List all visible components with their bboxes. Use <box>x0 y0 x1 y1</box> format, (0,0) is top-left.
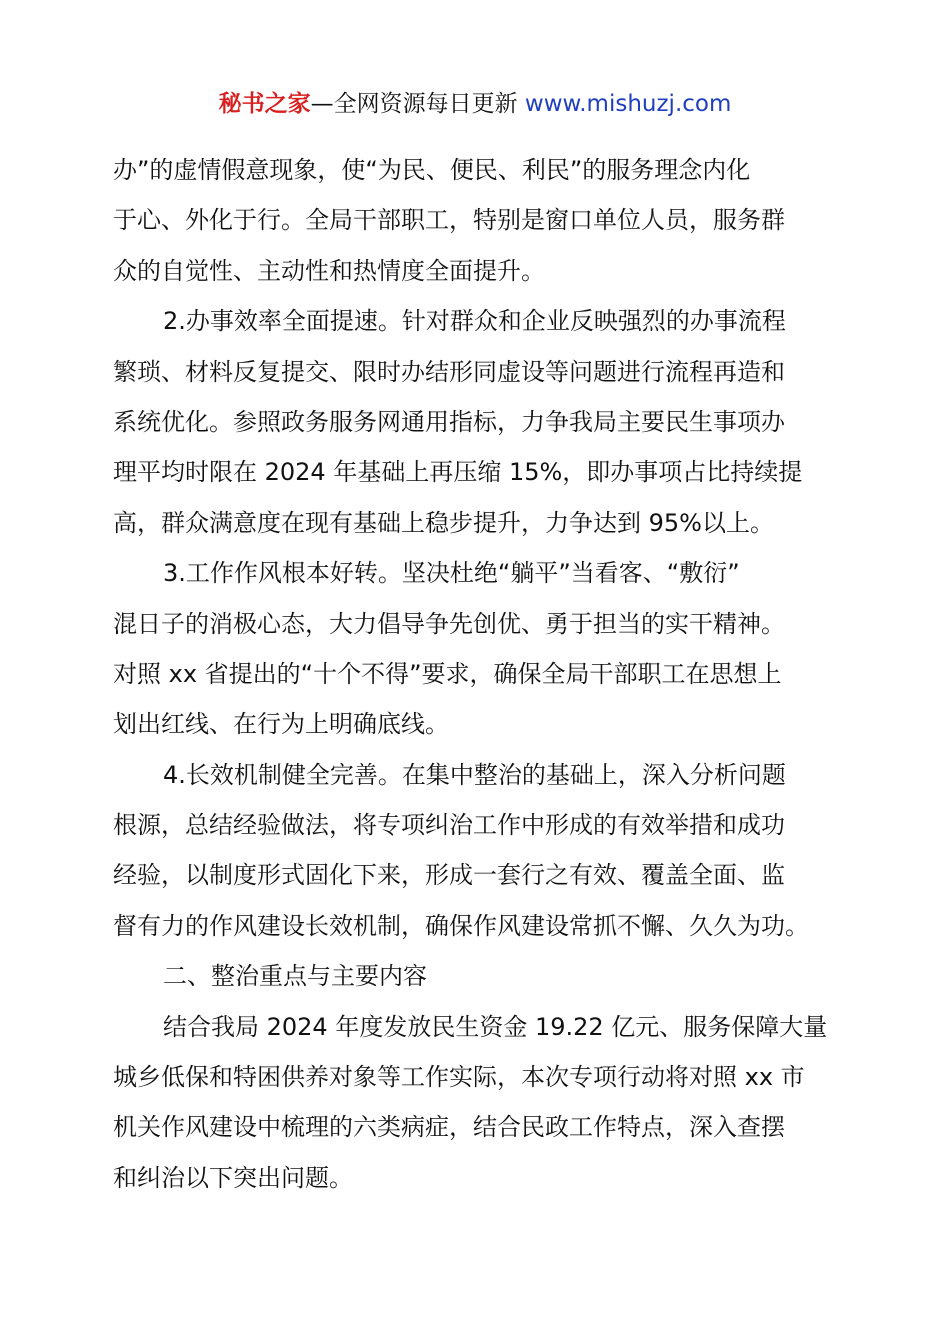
text-line: 和纠治以下突出问题。 <box>113 1163 353 1192</box>
paragraph-start: 3.工作作风根本好转。坚决杜绝“躺平”当看客、“敷衍” <box>163 559 740 588</box>
paragraph-start: 2.办事效率全面提速。针对群众和企业反映强烈的办事流程 <box>163 307 786 336</box>
text-line: 理平均时限在 2024 年基础上再压缩 15%，即办事项占比持续提 <box>113 458 803 487</box>
text-line: 划出红线、在行为上明确底线。 <box>113 710 449 739</box>
text-line: 督有力的作风建设长效机制，确保作风建设常抓不懈、久久为功。 <box>113 911 809 940</box>
text-line: 经验，以制度形式固化下来，形成一套行之有效、覆盖全面、监 <box>113 861 785 890</box>
paragraph-start: 结合我局 2024 年度发放民生资金 19.22 亿元、服务保障大量 <box>163 1012 828 1041</box>
header-tagline: —全网资源每日更新 <box>310 91 525 117</box>
text-line: 系统优化。参照政务服务网通用指标，力争我局主要民生事项办 <box>113 407 785 436</box>
document-body <box>113 145 833 1203</box>
text-line: 高，群众满意度在现有基础上稳步提升，力争达到 95%以上。 <box>113 508 774 537</box>
brand-name: 秘书之家 <box>218 91 311 117</box>
section-heading: 二、整治重点与主要内容 <box>163 962 427 991</box>
text-line: 机关作风建设中梳理的六类病症，结合民政工作特点，深入查摆 <box>113 1113 785 1142</box>
site-url-link[interactable]: www.mishuzj.com <box>524 91 732 117</box>
text-line: 根源，总结经验做法，将专项纠治工作中形成的有效举措和成功 <box>113 811 785 840</box>
text-line: 对照 xx 省提出的“十个不得”要求，确保全局干部职工在思想上 <box>113 659 782 688</box>
text-line: 城乡低保和特困供养对象等工作实际，本次专项行动将对照 xx 市 <box>113 1063 805 1092</box>
text-line: 繁琐、材料反复提交、限时办结形同虚设等问题进行流程再造和 <box>113 357 785 386</box>
text-line: 办”的虚情假意现象，使“为民、便民、利民”的服务理念内化 <box>113 156 751 184</box>
text-line: 混日子的消极心态，大力倡导争先创优、勇于担当的实干精神。 <box>113 609 785 638</box>
text-line: 于心、外化于行。全局干部职工，特别是窗口单位人员，服务群 <box>113 206 785 235</box>
site-header <box>0 88 950 120</box>
text-line: 众的自觉性、主动性和热情度全面提升。 <box>113 256 545 285</box>
paragraph-start: 4.长效机制健全完善。在集中整治的基础上，深入分析问题 <box>163 760 786 789</box>
